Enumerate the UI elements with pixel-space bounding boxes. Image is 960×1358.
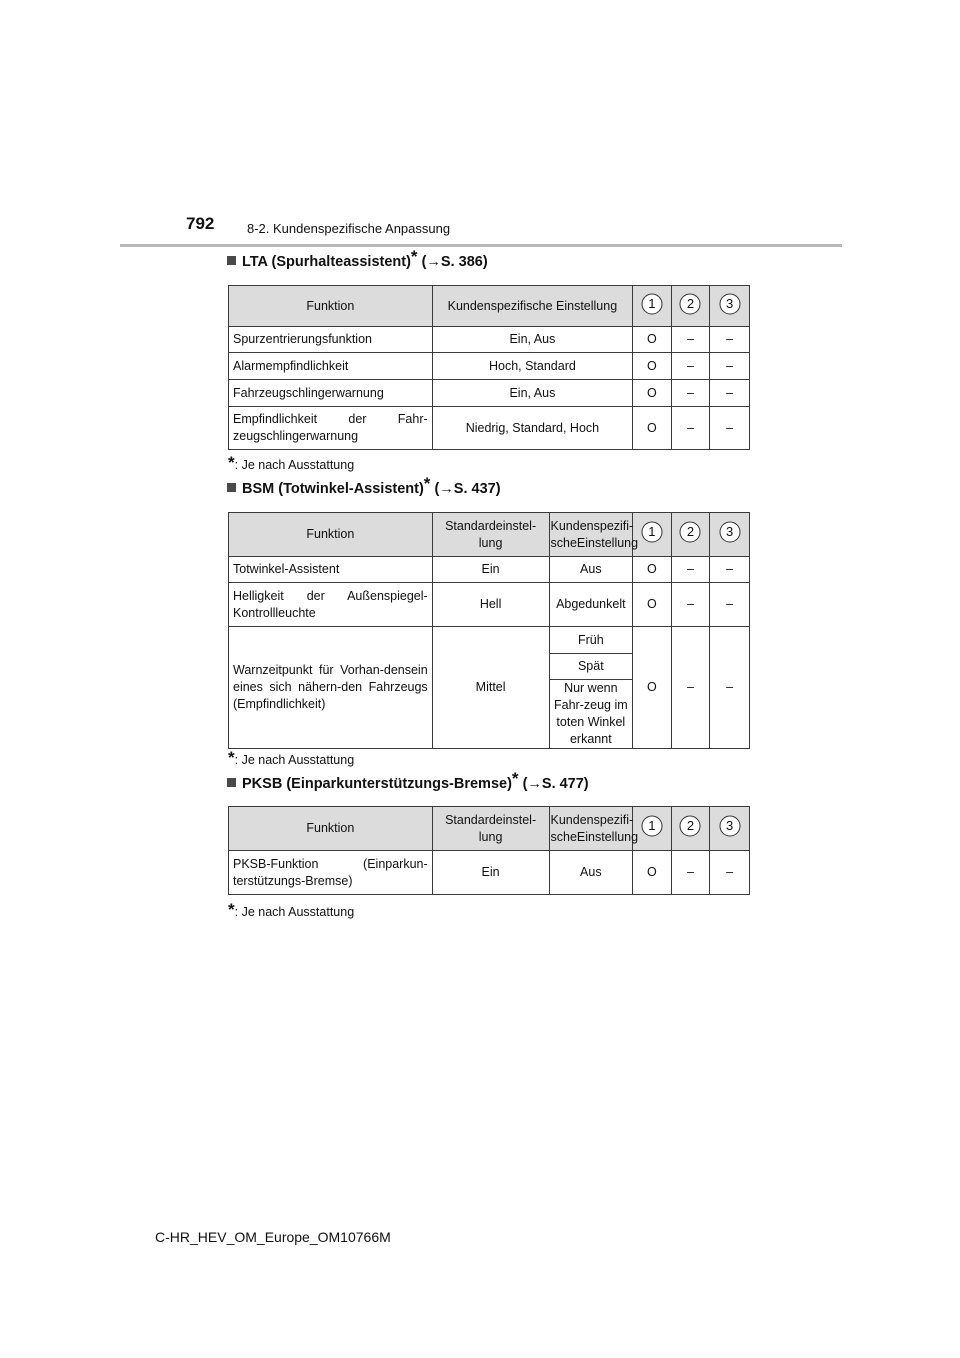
footnote-marker: * [228, 900, 235, 919]
circled-number-icon: 1 [641, 815, 663, 837]
col-funktion: Funktion [229, 513, 433, 557]
page-number: 792 [186, 214, 215, 233]
circled-number-icon: 3 [719, 521, 741, 543]
col-default: Standardeinstel-lung [432, 513, 549, 557]
table-row [229, 380, 750, 407]
cell-c2: – [671, 353, 710, 380]
cell-default: Ein [432, 557, 549, 583]
cell-c2: – [671, 851, 710, 895]
circled-number-icon: 2 [679, 293, 701, 315]
circled-number-icon: 1 [641, 293, 663, 315]
cell-setting: Niedrig, Standard, Hoch [432, 407, 632, 450]
bsm-table [228, 512, 750, 749]
cell-function: Totwinkel-Assistent [229, 557, 433, 583]
square-bullet-icon [227, 778, 236, 787]
cell-custom: Nur wenn Fahr-zeug im toten Winkel erkannt [549, 680, 633, 749]
cell-c1: O [633, 407, 672, 450]
pksb-footnote [228, 900, 354, 920]
footnote-marker: * [511, 769, 519, 788]
footnote-marker: * [228, 453, 235, 472]
cell-default: Hell [432, 583, 549, 627]
table-row [229, 627, 750, 654]
cell-function: Warnzeitpunkt für Vorhan-densein eines sich nähern-den Fahrzeugs (Empfindlichkeit) [229, 627, 433, 749]
cell-c3: – [710, 380, 750, 407]
cell-c2: – [671, 327, 710, 353]
cell-c1: O [633, 353, 672, 380]
footnote-text: : Je nach Ausstattung [234, 905, 355, 919]
col-funktion: Funktion [229, 286, 433, 327]
cell-setting: Hoch, Standard [432, 353, 632, 380]
cell-c2: – [671, 407, 710, 450]
col-num-2 [671, 286, 710, 327]
cell-function: Helligkeit der Außenspiegel-Kontrollleuchte [229, 583, 433, 627]
circled-number-icon: 3 [719, 293, 741, 315]
table-header-row [229, 286, 750, 327]
table-header-row [229, 807, 750, 851]
pksb-title: PKSB (Einparkunterstützungs-Bremse) [242, 776, 512, 792]
lta-title: LTA (Spurhalteassistent) [242, 254, 411, 270]
square-bullet-icon [227, 483, 236, 492]
table-row [229, 851, 750, 895]
lta-table [228, 285, 750, 450]
cell-c1: O [633, 851, 672, 895]
cell-setting: Ein, Aus [432, 380, 632, 407]
cell-default: Ein [432, 851, 549, 895]
lta-footnote [228, 453, 354, 473]
cell-c2: – [671, 380, 710, 407]
cell-c3: – [710, 851, 750, 895]
page-reference: (→S. 386) [421, 254, 488, 270]
cell-c1: O [633, 557, 672, 583]
col-custom: Kundenspezifi-scheEinstellung [549, 513, 633, 557]
col-num-1 [633, 513, 672, 557]
col-num-3 [710, 807, 750, 851]
table-header-row [229, 513, 750, 557]
footnote-text: : Je nach Ausstattung [234, 753, 355, 767]
document-id: C-HR_HEV_OM_Europe_OM10766M [155, 1229, 391, 1245]
cell-setting: Ein, Aus [432, 327, 632, 353]
col-setting: Kundenspezifische Einstellung [432, 286, 632, 327]
header-rule [120, 244, 842, 247]
circled-number-icon: 2 [679, 815, 701, 837]
table-row [229, 407, 750, 450]
table-row [229, 353, 750, 380]
circled-number-icon: 3 [719, 815, 741, 837]
cell-c1: O [633, 583, 672, 627]
cell-c3: – [710, 627, 750, 749]
col-num-3 [710, 513, 750, 557]
bsm-title: BSM (Totwinkel-Assistent) [242, 481, 424, 497]
cell-function: Alarmempfindlichkeit [229, 353, 433, 380]
table-row [229, 583, 750, 627]
col-num-2 [671, 513, 710, 557]
pksb-table [228, 806, 750, 895]
cell-c2: – [671, 627, 710, 749]
footnote-marker: * [423, 474, 431, 493]
col-num-3 [710, 286, 750, 327]
cell-custom: Spät [549, 654, 633, 680]
cell-c3: – [710, 583, 750, 627]
bsm-footnote [228, 748, 354, 768]
footnote-marker: * [228, 748, 235, 767]
square-bullet-icon [227, 256, 236, 265]
cell-c3: – [710, 407, 750, 450]
bsm-heading [227, 474, 501, 497]
cell-c1: O [633, 627, 672, 749]
circled-number-icon: 2 [679, 521, 701, 543]
col-num-1 [633, 286, 672, 327]
cell-custom: Aus [549, 557, 633, 583]
cell-c3: – [710, 327, 750, 353]
col-default: Standardeinstel-lung [432, 807, 549, 851]
cell-c3: – [710, 557, 750, 583]
cell-custom: Abgedunkelt [549, 583, 633, 627]
cell-c1: O [633, 380, 672, 407]
cell-c2: – [671, 583, 710, 627]
cell-function: Spurzentrierungsfunktion [229, 327, 433, 353]
section-title: 8-2. Kundenspezifische Anpassung [247, 221, 451, 236]
cell-custom: Aus [549, 851, 633, 895]
cell-c3: – [710, 353, 750, 380]
pksb-heading [227, 769, 589, 792]
cell-default: Mittel [432, 627, 549, 749]
cell-custom: Früh [549, 627, 633, 654]
cell-function: PKSB-Funktion (Einparkun-terstützungs-Bremse) [229, 851, 433, 895]
col-num-1 [633, 807, 672, 851]
footnote-marker: * [410, 247, 418, 266]
cell-function: Empfindlichkeit der Fahr-zeugschlingerwarnung [229, 407, 433, 450]
lta-heading [227, 247, 488, 270]
cell-function: Fahrzeugschlingerwarnung [229, 380, 433, 407]
cell-c1: O [633, 327, 672, 353]
col-custom: Kundenspezifi-scheEinstellung [549, 807, 633, 851]
page-reference: (→S. 477) [522, 776, 589, 792]
cell-c2: – [671, 557, 710, 583]
circled-number-icon: 1 [641, 521, 663, 543]
page-reference: (→S. 437) [434, 481, 501, 497]
table-row [229, 557, 750, 583]
col-num-2 [671, 807, 710, 851]
col-funktion: Funktion [229, 807, 433, 851]
table-row [229, 327, 750, 353]
footnote-text: : Je nach Ausstattung [234, 458, 355, 472]
